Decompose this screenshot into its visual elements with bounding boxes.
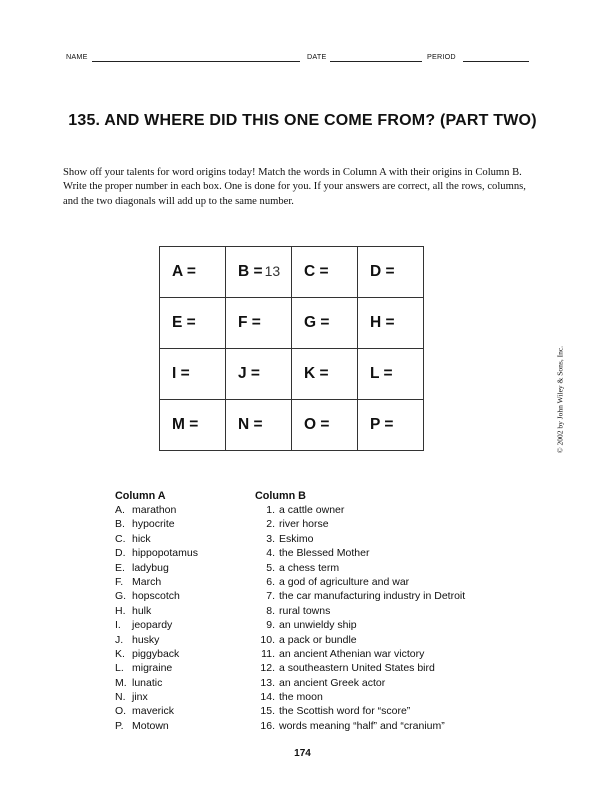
column-a-item xyxy=(115,719,198,733)
column-a-item xyxy=(115,704,198,718)
column-b-item-key: 12. xyxy=(260,662,275,675)
column-b-item xyxy=(255,661,465,675)
column-b-item xyxy=(255,589,465,603)
grid-cell[interactable] xyxy=(226,298,292,349)
grid-cell-label: I = xyxy=(172,365,190,382)
grid-cell[interactable] xyxy=(292,400,358,451)
column-b-item xyxy=(255,561,465,575)
copyright-notice: © 2002 by John Wiley & Sons, Inc. xyxy=(555,345,565,454)
column-b-item xyxy=(255,604,465,618)
grid-row xyxy=(160,349,424,400)
worksheet-title: 135. AND WHERE DID THIS ONE COME FROM? (PART TWO) xyxy=(68,112,537,129)
column-a-item-key: I. xyxy=(115,619,121,632)
column-b-item-text: Eskimo xyxy=(279,532,314,545)
date-label: DATE xyxy=(307,52,327,61)
page-number: 174 xyxy=(294,748,311,759)
grid-cell[interactable] xyxy=(292,298,358,349)
column-b-item-key: 16. xyxy=(260,719,275,732)
column-b-item-text: a cattle owner xyxy=(279,504,345,516)
column-b-item-text: rural towns xyxy=(279,604,331,617)
grid-row xyxy=(160,298,424,349)
grid-cell[interactable] xyxy=(358,247,424,298)
column-b-item xyxy=(255,575,465,589)
column-b-item-text: the Scottish word for “score” xyxy=(279,705,411,718)
grid-cell-label: K = xyxy=(304,365,329,382)
grid-cell[interactable] xyxy=(226,349,292,400)
period-label: PERIOD xyxy=(427,52,456,61)
column-a-item-key: N. xyxy=(115,691,126,704)
column-a-item-text: maverick xyxy=(132,705,175,718)
column-a-item-key: A. xyxy=(115,504,125,516)
column-a-item xyxy=(115,604,198,618)
column-a-item xyxy=(115,690,198,704)
grid-cell-answer: 13 xyxy=(264,263,281,279)
column-b-item-key: 2. xyxy=(266,518,275,531)
column-b-item xyxy=(255,503,465,517)
column-b-item-key: 15. xyxy=(260,705,275,718)
column-b-item-key: 9. xyxy=(266,619,275,632)
column-b-item-key: 14. xyxy=(260,691,275,704)
column-b-item-key: 4. xyxy=(266,547,275,560)
column-b-item xyxy=(255,676,465,690)
grid-cell[interactable] xyxy=(160,400,226,451)
column-a-item-text: Motown xyxy=(132,719,169,732)
column-a-item-key: D. xyxy=(115,547,126,560)
column-b-item xyxy=(255,618,465,632)
period-field[interactable] xyxy=(463,61,529,62)
column-a-item-key: B. xyxy=(115,518,125,531)
column-a-heading: Column A xyxy=(115,490,166,502)
column-b-item-key: 11. xyxy=(261,647,275,660)
grid-cell-label: F = xyxy=(238,314,261,331)
grid-cell[interactable] xyxy=(226,247,292,298)
column-a-item-text: migraine xyxy=(132,662,173,675)
column-a-item xyxy=(115,517,198,531)
column-b-item-key: 10. xyxy=(260,633,275,646)
grid-cell-label: H = xyxy=(370,314,395,331)
column-b-item-text: an ancient Athenian war victory xyxy=(279,647,425,660)
date-field[interactable] xyxy=(330,61,422,62)
column-a-item-text: hopscotch xyxy=(132,590,180,603)
column-b-item-text: the moon xyxy=(279,691,323,704)
column-a-item xyxy=(115,561,198,575)
column-b-item xyxy=(255,532,465,546)
grid-cell[interactable] xyxy=(358,298,424,349)
magic-square-grid xyxy=(159,246,424,451)
grid-cell-label: G = xyxy=(304,314,330,331)
column-b-item xyxy=(255,633,465,647)
column-a-item xyxy=(115,503,198,517)
column-b-item-text: a god of agriculture and war xyxy=(279,575,410,588)
column-a-item-key: E. xyxy=(115,561,125,574)
column-b-item xyxy=(255,719,465,733)
column-a-item-key: K. xyxy=(115,647,125,660)
column-b-item xyxy=(255,704,465,718)
column-a-item-text: hippopotamus xyxy=(132,547,198,560)
grid-cell-label: E = xyxy=(172,314,196,331)
column-a-item-text: jeopardy xyxy=(132,619,173,632)
column-b-item-key: 13. xyxy=(260,676,275,689)
column-a-item-text: jinx xyxy=(132,691,148,704)
grid-cell-label: N = xyxy=(238,416,263,433)
grid-row xyxy=(160,247,424,298)
column-b xyxy=(255,490,465,733)
column-b-item-key: 8. xyxy=(266,604,275,617)
column-b-item xyxy=(255,517,465,531)
column-b-item-text: the car manufacturing industry in Detroit xyxy=(279,590,466,603)
grid-cell-label: D = xyxy=(370,263,395,280)
grid-cell-label: L = xyxy=(370,365,393,382)
column-a-item xyxy=(115,532,198,546)
column-a-item xyxy=(115,647,198,661)
grid-cell[interactable] xyxy=(160,247,226,298)
column-b-item-text: river horse xyxy=(279,518,329,531)
column-a-item-key: F. xyxy=(115,575,124,588)
grid-cell[interactable] xyxy=(292,247,358,298)
grid-row xyxy=(160,400,424,451)
grid-cell[interactable] xyxy=(358,400,424,451)
column-a-item xyxy=(115,661,198,675)
column-a-item xyxy=(115,676,198,690)
column-b-item-key: 6. xyxy=(266,575,275,588)
column-a-item xyxy=(115,633,198,647)
column-b-item-key: 1. xyxy=(266,504,275,516)
student-info-line xyxy=(66,52,536,68)
grid-cell-label: A = xyxy=(172,263,196,280)
grid-cell[interactable] xyxy=(358,349,424,400)
column-b-item-text: words meaning “half” and “cranium” xyxy=(279,719,445,732)
column-b-heading: Column B xyxy=(255,490,306,502)
column-b-item xyxy=(255,647,465,661)
column-a-item-text: husky xyxy=(132,633,160,646)
column-a-item-text: piggyback xyxy=(132,647,180,660)
column-a-item-key: G. xyxy=(115,590,127,603)
column-a-item-key: J. xyxy=(115,633,124,646)
column-a-item-text: hulk xyxy=(132,604,152,617)
grid-cell[interactable] xyxy=(292,349,358,400)
column-b-item xyxy=(255,690,465,704)
column-a-item-key: P. xyxy=(115,719,124,732)
column-b-item-text: a chess term xyxy=(279,561,340,574)
instructions: Show off your talents for word origins today! Match the words in Column A with their origins in Column B. Write the proper number in each box. One is done for you. If your answers are correct, all the rows, columns, and the two diagonals will add up to the same number. xyxy=(63,167,526,207)
column-b-item-text: an ancient Greek actor xyxy=(279,676,386,689)
column-b-item-text: the Blessed Mother xyxy=(279,547,370,560)
column-b-item-key: 3. xyxy=(266,532,275,545)
column-a-item-key: C. xyxy=(115,532,126,545)
column-a-item-key: M. xyxy=(115,676,127,689)
column-b-item-text: an unwieldy ship xyxy=(279,619,357,632)
grid-cell-label: O = xyxy=(304,416,330,433)
grid-cell-label: J = xyxy=(238,365,260,382)
grid-cell[interactable] xyxy=(226,400,292,451)
column-a-item-key: L. xyxy=(115,662,124,675)
column-b-item xyxy=(255,546,465,560)
column-a-item-text: hypocrite xyxy=(132,518,175,531)
grid-cell-label: M = xyxy=(172,416,199,433)
column-a-item-text: ladybug xyxy=(132,561,169,574)
column-b-item-key: 5. xyxy=(266,561,275,574)
column-a-item xyxy=(115,618,198,632)
grid-cell-label: C = xyxy=(304,263,329,280)
grid-cell-label: P = xyxy=(370,416,394,433)
column-a-item-text: March xyxy=(132,575,162,588)
column-a xyxy=(115,490,198,733)
column-b-item-text: a southeastern United States bird xyxy=(279,662,435,675)
column-a-item xyxy=(115,546,198,560)
name-field[interactable] xyxy=(92,61,300,62)
grid-cell[interactable] xyxy=(160,298,226,349)
column-a-item-text: lunatic xyxy=(132,676,163,689)
grid-cell[interactable] xyxy=(160,349,226,400)
column-a-item xyxy=(115,575,198,589)
column-a-item xyxy=(115,589,198,603)
column-b-item-key: 7. xyxy=(266,590,275,603)
column-b-item-text: a pack or bundle xyxy=(279,633,357,646)
grid-cell-label: B = xyxy=(238,263,263,280)
column-a-item-text: marathon xyxy=(132,504,177,516)
column-a-item-text: hick xyxy=(132,532,151,545)
column-a-item-key: O. xyxy=(115,705,127,718)
column-a-item-key: H. xyxy=(115,604,126,617)
name-label: NAME xyxy=(66,52,88,61)
